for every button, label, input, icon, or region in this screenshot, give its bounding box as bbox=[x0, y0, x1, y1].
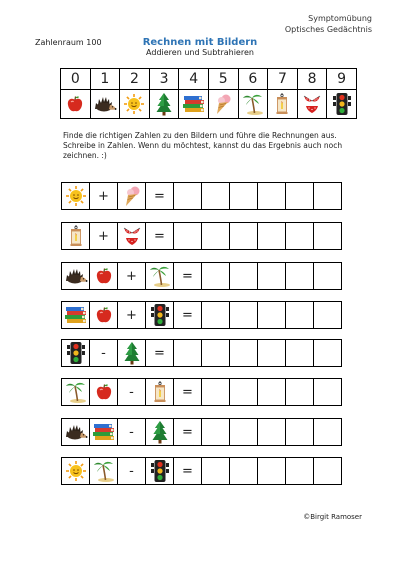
answer-box[interactable] bbox=[230, 419, 258, 445]
equals-sign: = bbox=[146, 183, 174, 209]
key-picture-cell bbox=[90, 90, 120, 119]
picture-cell bbox=[62, 340, 90, 366]
answer-box[interactable] bbox=[174, 183, 202, 209]
key-picture-cell bbox=[149, 90, 179, 119]
minus-sign: - bbox=[90, 340, 118, 366]
picture-key-table bbox=[60, 68, 357, 119]
answer-box[interactable] bbox=[314, 419, 342, 445]
answer-box[interactable] bbox=[230, 223, 258, 249]
answer-box[interactable] bbox=[174, 223, 202, 249]
answer-box[interactable] bbox=[258, 340, 286, 366]
hedgehog-icon bbox=[64, 266, 88, 286]
answer-box[interactable] bbox=[258, 183, 286, 209]
answer-box[interactable] bbox=[258, 263, 286, 289]
answer-box[interactable] bbox=[230, 302, 258, 328]
exercise-row bbox=[61, 222, 342, 250]
key-digit-4: 4 bbox=[179, 69, 209, 90]
number-range-label: Zahlenraum 100 bbox=[35, 38, 102, 47]
answer-box[interactable] bbox=[230, 340, 258, 366]
answer-box[interactable] bbox=[314, 302, 342, 328]
picture-cell bbox=[90, 302, 118, 328]
equals-sign: = bbox=[174, 458, 202, 484]
picture-cell bbox=[118, 223, 146, 249]
books-icon bbox=[64, 305, 88, 325]
answer-box[interactable] bbox=[202, 340, 230, 366]
equals-sign: = bbox=[146, 223, 174, 249]
lantern-icon bbox=[268, 92, 297, 116]
answer-box[interactable] bbox=[202, 183, 230, 209]
icecream-icon bbox=[209, 93, 238, 115]
minus-sign: - bbox=[118, 419, 146, 445]
equals-sign: = bbox=[174, 379, 202, 405]
minus-sign: - bbox=[118, 379, 146, 405]
apple-icon bbox=[94, 382, 114, 402]
key-digit-3: 3 bbox=[149, 69, 179, 90]
bikini-icon bbox=[298, 93, 327, 115]
answer-box[interactable] bbox=[286, 223, 314, 249]
answer-box[interactable] bbox=[314, 458, 342, 484]
key-picture-cell bbox=[179, 90, 209, 119]
picture-cell bbox=[62, 458, 90, 484]
picture-cell bbox=[146, 379, 174, 405]
answer-box[interactable] bbox=[314, 340, 342, 366]
exercise-row bbox=[61, 418, 342, 446]
picture-cell bbox=[90, 263, 118, 289]
equals-sign: = bbox=[174, 263, 202, 289]
plus-sign: + bbox=[90, 183, 118, 209]
answer-box[interactable] bbox=[286, 458, 314, 484]
answer-box[interactable] bbox=[314, 183, 342, 209]
palm-icon bbox=[65, 380, 87, 404]
answer-box[interactable] bbox=[286, 183, 314, 209]
key-picture-cell bbox=[238, 90, 268, 119]
answer-box[interactable] bbox=[286, 263, 314, 289]
traffic-light-icon bbox=[327, 92, 356, 116]
palm-icon bbox=[239, 92, 268, 116]
tree-icon bbox=[151, 420, 169, 444]
picture-cell bbox=[90, 458, 118, 484]
equals-sign: = bbox=[174, 419, 202, 445]
picture-cell bbox=[146, 419, 174, 445]
key-picture-cell bbox=[120, 90, 150, 119]
answer-box[interactable] bbox=[202, 419, 230, 445]
answer-box[interactable] bbox=[230, 458, 258, 484]
key-picture-cell bbox=[268, 90, 298, 119]
page-title: Rechnen mit Bildern bbox=[142, 37, 258, 48]
page-subtitle: Addieren und Subtrahieren bbox=[146, 48, 254, 57]
answer-box[interactable] bbox=[258, 302, 286, 328]
answer-box[interactable] bbox=[286, 340, 314, 366]
apple-icon bbox=[94, 305, 114, 325]
equals-sign: = bbox=[174, 302, 202, 328]
picture-cell bbox=[62, 183, 90, 209]
header-right bbox=[285, 13, 372, 35]
icecream-icon bbox=[122, 185, 142, 207]
exercise-row bbox=[61, 262, 342, 290]
exercise-row bbox=[61, 339, 342, 367]
picture-cell bbox=[62, 379, 90, 405]
lantern-icon bbox=[68, 224, 84, 248]
sun-icon bbox=[65, 460, 87, 482]
answer-box[interactable] bbox=[230, 183, 258, 209]
key-digit-1: 1 bbox=[90, 69, 120, 90]
header-memory-label: Optisches Gedächtnis bbox=[284, 25, 372, 34]
key-digit-8: 8 bbox=[297, 69, 327, 90]
header-symptom-label: Symptomübung bbox=[308, 14, 372, 23]
traffic-light-icon bbox=[150, 459, 170, 483]
sun-icon bbox=[120, 93, 149, 115]
key-digit-5: 5 bbox=[208, 69, 238, 90]
answer-box[interactable] bbox=[202, 458, 230, 484]
hedgehog-icon bbox=[64, 422, 88, 442]
answer-box[interactable] bbox=[314, 223, 342, 249]
key-picture-cell bbox=[208, 90, 238, 119]
tree-icon bbox=[123, 341, 141, 365]
picture-cell bbox=[62, 419, 90, 445]
exercise-row bbox=[61, 378, 342, 406]
key-digit-9: 9 bbox=[327, 69, 357, 90]
answer-box[interactable] bbox=[258, 379, 286, 405]
exercise-row bbox=[61, 182, 342, 210]
key-digit-0: 0 bbox=[61, 69, 91, 90]
answer-box[interactable] bbox=[202, 379, 230, 405]
answer-box[interactable] bbox=[174, 340, 202, 366]
key-picture-cell bbox=[61, 90, 91, 119]
answer-box[interactable] bbox=[202, 263, 230, 289]
exercise-row bbox=[61, 301, 342, 329]
sun-icon bbox=[65, 185, 87, 207]
apple-icon bbox=[94, 266, 114, 286]
key-digit-6: 6 bbox=[238, 69, 268, 90]
tree-icon bbox=[150, 92, 179, 116]
traffic-light-icon bbox=[150, 303, 170, 327]
answer-box[interactable] bbox=[314, 379, 342, 405]
books-icon bbox=[179, 94, 208, 114]
picture-cell bbox=[62, 223, 90, 249]
answer-box[interactable] bbox=[286, 379, 314, 405]
answer-box[interactable] bbox=[258, 419, 286, 445]
plus-sign: + bbox=[118, 263, 146, 289]
answer-box[interactable] bbox=[230, 263, 258, 289]
key-picture-cell bbox=[327, 90, 357, 119]
palm-icon bbox=[149, 264, 171, 288]
picture-cell bbox=[146, 302, 174, 328]
books-icon bbox=[92, 422, 116, 442]
answer-box[interactable] bbox=[286, 302, 314, 328]
equals-sign: = bbox=[146, 340, 174, 366]
picture-cell bbox=[118, 340, 146, 366]
lantern-icon bbox=[152, 380, 168, 404]
picture-cell bbox=[62, 302, 90, 328]
minus-sign: - bbox=[118, 458, 146, 484]
bikini-icon bbox=[121, 225, 143, 247]
key-digit-2: 2 bbox=[120, 69, 150, 90]
answer-box[interactable] bbox=[202, 223, 230, 249]
instructions-text: Finde die richtigen Zahlen zu den Bildern und führe die Rechnungen aus. Schreibe in Zahlen. Wenn du möchtest, kannst du das Ergebnis auch noch zeichnen. :) bbox=[63, 131, 343, 160]
answer-box[interactable] bbox=[202, 302, 230, 328]
apple-icon bbox=[61, 94, 90, 114]
answer-box[interactable] bbox=[230, 379, 258, 405]
picture-cell bbox=[146, 263, 174, 289]
exercise-row bbox=[61, 457, 342, 485]
answer-box[interactable] bbox=[258, 223, 286, 249]
plus-sign: + bbox=[118, 302, 146, 328]
key-picture-cell bbox=[297, 90, 327, 119]
copyright-text: ©Birgit Ramoser bbox=[303, 513, 362, 521]
picture-cell bbox=[62, 263, 90, 289]
hedgehog-icon bbox=[91, 94, 120, 114]
answer-box[interactable] bbox=[258, 458, 286, 484]
answer-box[interactable] bbox=[314, 263, 342, 289]
picture-cell bbox=[90, 379, 118, 405]
picture-cell bbox=[118, 183, 146, 209]
picture-cell bbox=[146, 458, 174, 484]
picture-cell bbox=[90, 419, 118, 445]
plus-sign: + bbox=[90, 223, 118, 249]
key-digit-7: 7 bbox=[268, 69, 298, 90]
answer-box[interactable] bbox=[286, 419, 314, 445]
traffic-light-icon bbox=[66, 341, 86, 365]
palm-icon bbox=[93, 459, 115, 483]
